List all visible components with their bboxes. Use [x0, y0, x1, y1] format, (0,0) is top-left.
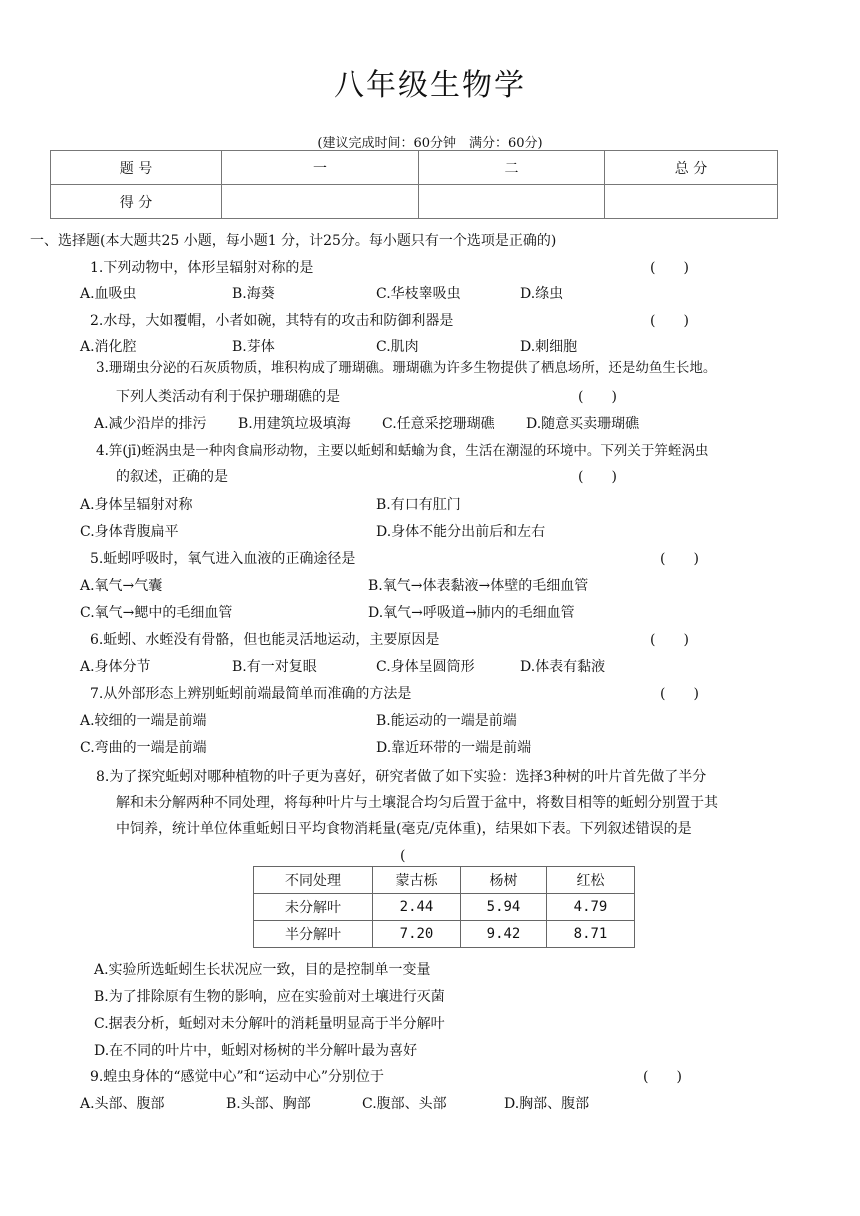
option-d[interactable]: D.刺细胞 — [520, 339, 578, 355]
table-row — [51, 185, 778, 219]
option-c[interactable]: C.身体背腹扁平 — [80, 524, 179, 540]
option-c[interactable]: C.腹部、头部 — [362, 1096, 447, 1112]
option-c[interactable]: C.任意采挖珊瑚礁 — [382, 416, 495, 432]
option-d[interactable]: D.绦虫 — [520, 286, 564, 302]
table-cell: 总 分 — [605, 151, 778, 185]
question-stem: 6.蚯蚓、水蛭没有骨骼，但也能灵活地运动，主要原因是 — [90, 632, 440, 648]
score-cell[interactable] — [222, 185, 419, 219]
table-cell: 8.71 — [547, 921, 635, 948]
option-c[interactable]: C.氧气→鳃中的毛细血管 — [80, 605, 233, 621]
answer-bracket[interactable]: ( ) — [578, 469, 617, 485]
question-stem: 3.珊瑚虫分泌的石灰质物质，堆积构成了珊瑚礁。珊瑚礁为许多生物提供了栖息场所，还是幼鱼生长地。 — [96, 360, 717, 376]
question-stem: 2.水母，大如覆帽，小者如碗，其特有的攻击和防御利器是 — [90, 313, 454, 329]
score-cell[interactable] — [419, 185, 605, 219]
option-d[interactable]: D.胸部、腹部 — [504, 1096, 590, 1112]
question-stem: 7.从外部形态上辨别蚯蚓前端最简单而准确的方法是 — [90, 686, 412, 702]
question-stem: 9.蝗虫身体的“感觉中心”和“运动中心”分别位于 — [90, 1069, 384, 1085]
table-row — [254, 894, 635, 921]
option-d[interactable]: D.身体不能分出前后和左右 — [376, 524, 546, 540]
question-stem-cont: 解和未分解两种不同处理，将每种叶片与土壤混合均匀后置于盆中，将数目相等的蚯蚓分别置于其 — [116, 795, 718, 811]
table-header-cell: 红松 — [547, 867, 635, 894]
option-c[interactable]: C.肌肉 — [376, 339, 419, 355]
question-stem-cont: 下列人类活动有利于保护珊瑚礁的是 — [116, 389, 340, 405]
question-stem: 1.下列动物中，体形呈辐射对称的是 — [90, 260, 314, 276]
option-d[interactable]: D.靠近环带的一端是前端 — [376, 740, 532, 756]
table-header-cell: 蒙古栎 — [373, 867, 461, 894]
answer-bracket[interactable]: ( ) — [643, 1069, 682, 1085]
option-a[interactable]: A.实验所选蚯蚓生长状况应一致，目的是控制单一变量 — [94, 962, 431, 978]
table-cell: 5.94 — [461, 894, 547, 921]
table-cell: 题 号 — [51, 151, 222, 185]
option-a[interactable]: A.减少沿岸的排污 — [94, 416, 207, 432]
option-b[interactable]: B.氧气→体表黏液→体壁的毛细血管 — [368, 578, 589, 594]
question-stem: 8.为了探究蚯蚓对哪种植物的叶子更为喜好，研究者做了如下实验：选择3种树的叶片首先做了半分 — [96, 769, 707, 785]
option-c[interactable]: C.身体呈圆筒形 — [376, 659, 475, 675]
table-cell: 得 分 — [51, 185, 222, 219]
option-d[interactable]: D.在不同的叶片中，蚯蚓对杨树的半分解叶最为喜好 — [94, 1043, 418, 1059]
table-cell: 7.20 — [373, 921, 461, 948]
option-b[interactable]: B.用建筑垃圾填海 — [238, 416, 351, 432]
answer-bracket[interactable]: ( — [400, 848, 406, 864]
table-header-cell: 不同处理 — [254, 867, 373, 894]
answer-bracket[interactable]: ( ) — [660, 551, 699, 567]
table-row — [254, 921, 635, 948]
table-header-cell: 杨树 — [461, 867, 547, 894]
option-b[interactable]: B.海葵 — [232, 286, 275, 302]
question-stem-cont: 的叙述，正确的是 — [116, 469, 228, 485]
table-cell: 半分解叶 — [254, 921, 373, 948]
table-cell: 未分解叶 — [254, 894, 373, 921]
table-cell: 二 — [419, 151, 605, 185]
option-d[interactable]: D.随意买卖珊瑚礁 — [526, 416, 640, 432]
option-c[interactable]: C.华枝睾吸虫 — [376, 286, 461, 302]
answer-bracket[interactable]: ( ) — [650, 260, 689, 276]
question-stem: 5.蚯蚓呼吸时，氧气进入血液的正确途径是 — [90, 551, 356, 567]
table-cell: 4.79 — [547, 894, 635, 921]
option-c[interactable]: C.弯曲的一端是前端 — [80, 740, 207, 756]
answer-bracket[interactable]: ( ) — [650, 313, 689, 329]
score-table — [50, 150, 778, 219]
option-d[interactable]: D.体表有黏液 — [520, 659, 606, 675]
table-row — [51, 151, 778, 185]
option-a[interactable]: A.身体分节 — [80, 659, 151, 675]
option-a[interactable]: A.血吸虫 — [80, 286, 137, 302]
experiment-table — [253, 866, 635, 948]
option-b[interactable]: B.头部、胸部 — [226, 1096, 311, 1112]
table-cell: 一 — [222, 151, 419, 185]
option-a[interactable]: A.氧气→气囊 — [80, 578, 163, 594]
answer-bracket[interactable]: ( ) — [650, 632, 689, 648]
option-b[interactable]: B.能运动的一端是前端 — [376, 713, 517, 729]
option-a[interactable]: A.头部、腹部 — [80, 1096, 165, 1112]
section-title: 一、选择题(本大题共25 小题，每小题1 分，计25分。每小题只有一个选项是正确的) — [30, 233, 557, 249]
option-d[interactable]: D.氧气→呼吸道→肺内的毛细血管 — [368, 605, 575, 621]
option-b[interactable]: B.有一对复眼 — [232, 659, 317, 675]
option-a[interactable]: A.身体呈辐射对称 — [80, 497, 193, 513]
question-stem: 4.笄(jī)蛭涡虫是一种肉食扁形动物，主要以蚯蚓和蛞蝓为食，生活在潮湿的环境中。下列关于笄蛭涡虫 — [96, 443, 709, 459]
table-row — [254, 867, 635, 894]
table-cell: 9.42 — [461, 921, 547, 948]
option-c[interactable]: C.据表分析，蚯蚓对未分解叶的消耗量明显高于半分解叶 — [94, 1016, 445, 1032]
answer-bracket[interactable]: ( ) — [660, 686, 699, 702]
answer-bracket[interactable]: ( ) — [578, 389, 617, 405]
question-stem-cont: 中饲养，统计单位体重蚯蚓日平均食物消耗量(毫克/克体重)，结果如下表。下列叙述错误的是 — [116, 821, 692, 837]
exam-info: (建议完成时间：60分钟 满分：60分) — [317, 136, 543, 151]
table-cell: 2.44 — [373, 894, 461, 921]
option-a[interactable]: A.较细的一端是前端 — [80, 713, 207, 729]
option-a[interactable]: A.消化腔 — [80, 339, 137, 355]
option-b[interactable]: B.有口有肛门 — [376, 497, 461, 513]
page-title: 八年级生物学 — [334, 68, 526, 103]
option-b[interactable]: B.芽体 — [232, 339, 275, 355]
score-cell[interactable] — [605, 185, 778, 219]
option-b[interactable]: B.为了排除原有生物的影响，应在实验前对土壤进行灭菌 — [94, 989, 445, 1005]
